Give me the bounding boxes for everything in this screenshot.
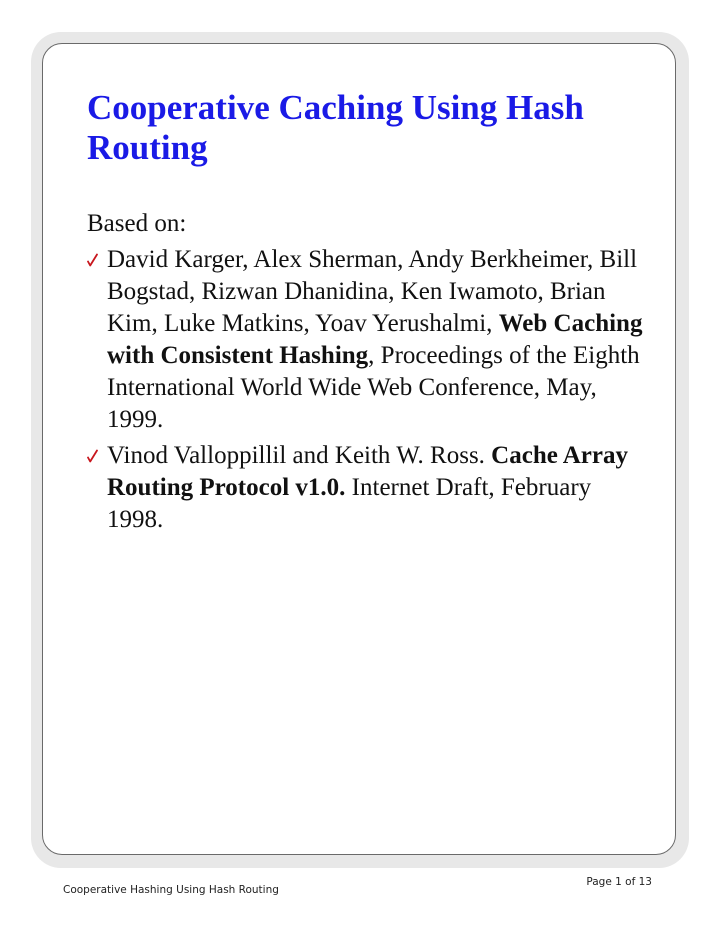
reference-details: , Proceedings of the Eighth International World Wide Web Conference, May, 1999.: [107, 342, 640, 433]
reference-title: Cache Array Routing Protocol v1.0.: [107, 442, 628, 501]
check-mark-icon: [87, 449, 98, 463]
slide-frame: [31, 32, 689, 868]
check-mark-icon: [87, 253, 98, 267]
slide-title: Cooperative Caching Using Hash Routing: [87, 88, 584, 167]
slide-card: [42, 43, 676, 855]
reference-authors: Vinod Valloppillil and Keith W. Ross.: [107, 442, 492, 469]
reference-details: Internet Draft, February 1998.: [107, 474, 592, 533]
slide-body: [87, 208, 647, 540]
reference-item: [87, 244, 647, 436]
footer-page-number: Page 1 of 13: [586, 876, 652, 888]
intro-text: Based on:: [87, 210, 187, 237]
footer-doc-title: Cooperative Hashing Using Hash Routing: [63, 884, 279, 896]
reference-item: [87, 440, 647, 536]
reference-title: Web Caching with Consistent Hashing: [107, 310, 643, 369]
reference-authors: David Karger, Alex Sherman, Andy Berkheimer, Bill Bogstad, Rizwan Dhanidina, Ken Iwamoto, Brian Kim, Luke Matkins, Yoav Yerushalmi,: [107, 246, 638, 337]
reference-list: [87, 244, 647, 536]
